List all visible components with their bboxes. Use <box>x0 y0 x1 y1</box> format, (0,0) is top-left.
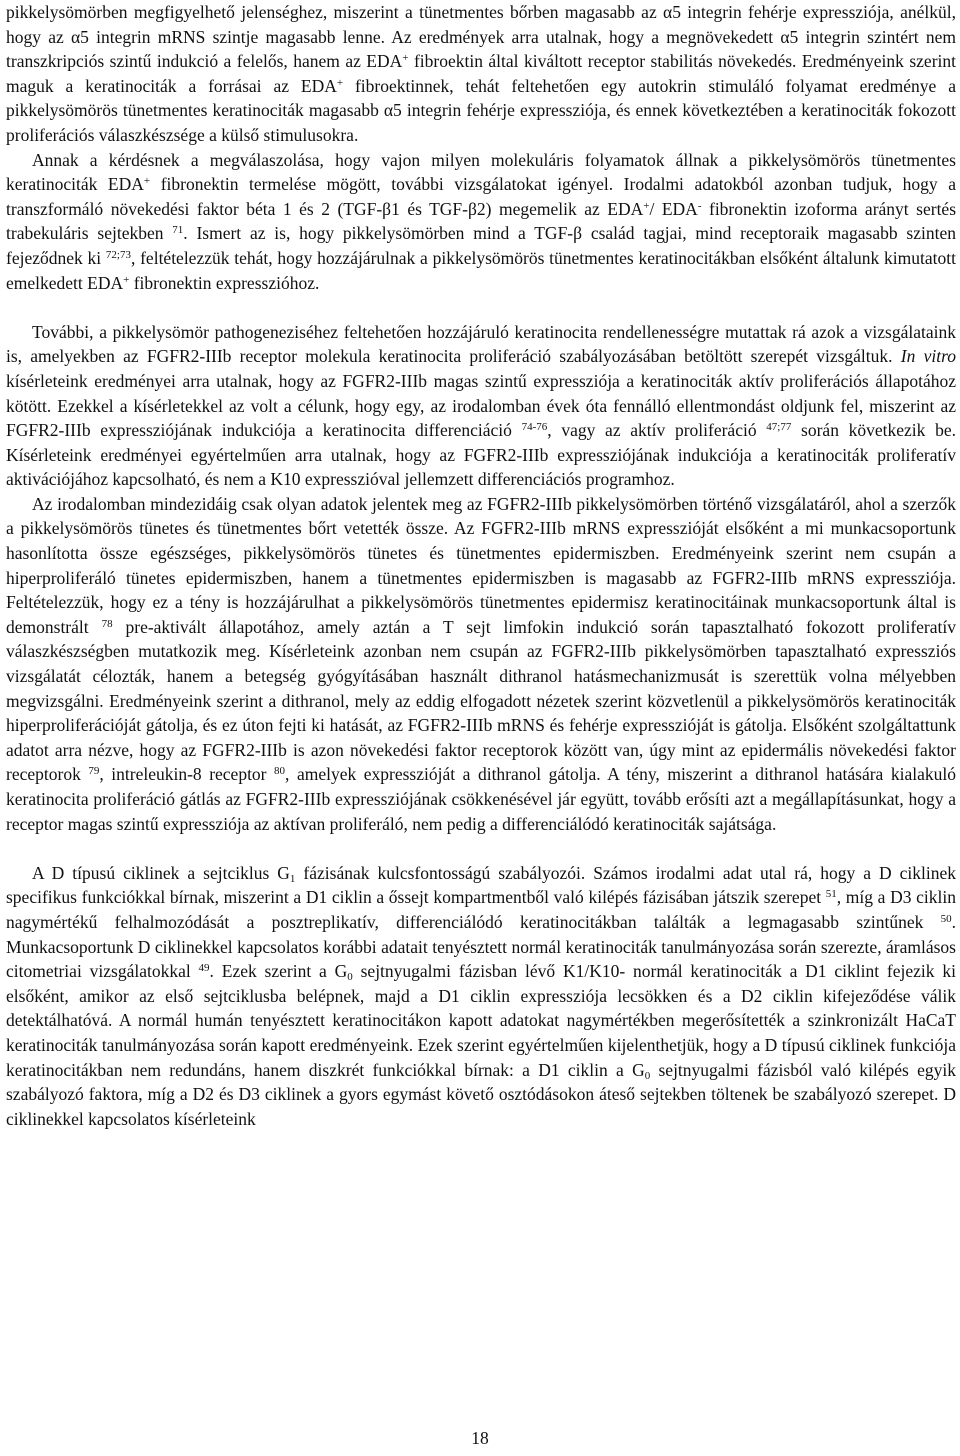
text-run: kísérleteink eredményei arra utalnak, hogy az FGFR2-IIIb magas szintű expressziója a keratinociták aktív proliferációs állapotához kötött. Ezekkel a kísérletekkel az volt a célunk, hogy egy, az irodalomban évek óta fennálló ellentmondást oldjunk fel, miszerint az FGFR2-IIIb expressziójának indukciója a keratinocita differenciáció <box>6 370 956 441</box>
citation-superscript: + <box>336 76 344 89</box>
text-run: A D típusú ciklinek a sejtciklus G <box>32 862 290 883</box>
citation-superscript: 74-76 <box>521 421 548 434</box>
paragraph-tgf-beta <box>6 148 956 296</box>
paragraph-d-cyclins <box>6 861 956 1132</box>
citation-superscript: + <box>123 273 130 286</box>
text-run: . Munkacsoportunk D ciklinekkel kapcsolatos korábbi adatait tenyésztett normál keratinociták tanulmányozása során szerezte, áramlásos citometriai vizsgálatokkal <box>6 911 956 982</box>
citation-superscript: + <box>143 175 151 188</box>
text-run: , míg a D3 ciklin nagymértékű felhalmozódását a posztreplikatív, differenciálódó keratinocitákban találták a legmagasabb szintűnek <box>6 887 957 932</box>
citation-superscript: 72;73 <box>105 248 131 261</box>
text-run: pre-aktivált állapotához, amely aztán a T sejt limfokin indukció során tapasztalható fokozott proliferatív válaszkészségben mutatkozik meg. Kísérleteink azonban nem csupán az FGFR2-IIIb pikkelysömörben tapasztalható expressziós vizsgálatát célozták, hanem a betegség gyógyításában használt dithranol hatásmechanizmusát is szerettük volna mélyebben megvizsgálni. Eredményeink szerint a dithranol, mely az eddig elfogadott nézetek szerint közvetlenül a pikkelysömörös keratinociták hiperproliferációját gátolja, és ez úton fejti ki hatását, az FGFR2-IIIb mRNS és fehérje expresszióját is gátolja. Elsőként szolgáltattunk adatot arra nézve, hogy az FGFR2-IIIb is azon növekedési faktor receptorok között van, úgy mint az epidermális növekedési faktor receptorok <box>6 616 956 785</box>
citation-superscript: 79 <box>88 765 100 778</box>
citation-superscript: + <box>402 52 409 65</box>
subscript: 0 <box>644 1069 651 1082</box>
citation-superscript: 47;77 <box>766 421 792 434</box>
document-page <box>6 0 956 1131</box>
text-run: fibronektin izoforma arányt sertés trabekuláris sejtekben <box>6 198 957 244</box>
italic-text: In vitro <box>900 346 956 367</box>
paragraph-spacer <box>6 836 956 861</box>
paragraph-fgfr2-intro <box>6 320 956 492</box>
text-run: . Ismert az is, hogy pikkelysömörben mind a TGF-β család tagjai, mind receptoraik magasabb szinten fejeződnek ki <box>6 223 956 268</box>
text-run: Az irodalomban mindezidáig csak olyan adatok jelentek meg az FGFR2-IIIb pikkelysömörben történő vizsgálatáról, ahol a szerzők a pikkelysömörös tünetes és tünetmentes bőrt vetették össze. Az FGFR2-IIIb mRNS expresszióját elsőként a mi munkacsoportunk hasonlította össze egészséges, pikkelysömörös tünetes és tünetmentes epidermiszben. Eredményeink szerint nem csupán a hiperproliferáló tünetes epidermiszben, hanem a tünetmentes epidermiszben is magasabb az FGFR2-IIIb mRNS expressziója. Feltételezzük, hogy ez a tény is hozzájárulhat a pikkelysömörös tünetmentes epidermisz keratinocitáinak munkacsoportunk által is demonstrált <box>6 493 956 637</box>
text-run: sejtnyugalmi fázisból való kilépés egyik szabályozó faktora, míg a D2 és D3 ciklinek a gyors egymást követő osztódásokon áteső sejtekben töltenek be szabályozó szerepet. D ciklinekkel kapcsolatos kísérleteink <box>6 1059 956 1129</box>
citation-superscript: 51 <box>825 888 837 901</box>
citation-superscript: 71 <box>172 224 184 237</box>
text-run: sejtnyugalmi fázisban lévő K1/K10- normál keratinociták a D1 ciklint fejezik ki elsőként, amikor az első sejtciklusba belépnek, majd a D1 ciklin expressziója lecsökken és a D2 ciklin kifejeződése válik detektálhatóvá. A normál humán tenyésztett keratinocitákon kapott adatokat nagymértékben megerősítették a szinkronizált HaCaT keratinociták tanulmányozása során kapott eredményeink. Ezek szerint egyértelműen kijelenthetjük, hogy a D típusú ciklinek funkciója keratinocitákban nem redundáns, hanem diszkrét funkciókkal bírnak: a D1 ciklin a G <box>6 961 956 1080</box>
subscript: 1 <box>289 872 296 885</box>
paragraph-alpha5-integrin <box>6 0 956 148</box>
text-run: , intreleukin-8 receptor <box>99 764 275 785</box>
text-run: fibroektinnek, tehát feltehetően egy autokrin stimuláló folyamat eredménye a pikkelysömörös tünetmentes keratinociták magasabb α5 integrin fehérje expressziója, és ennek következtében a keratinociták fokozott proliferációs válaszkészsége a külső stimulusokra. <box>6 75 956 145</box>
text-run: . Ezek szerint a G <box>209 961 348 982</box>
text-run: Annak a kérdésnek a megválaszolása, hogy vajon milyen molekuláris folyamatok állnak a pikkelysömörös tünetmentes keratinociták EDA <box>6 149 956 195</box>
subscript: 0 <box>347 971 353 984</box>
text-run: fázisának kulcsfontosságú szabályozói. Számos irodalmi adat utal rá, hogy a D ciklinek specifikus funkciókkal bírnak, miszerint a D1 ciklin a őssejt kompartmentből való kilépés fázisában játszik szerepet <box>6 862 956 908</box>
text-run: , vagy az aktív proliferáció <box>547 420 767 441</box>
text-run: fibronektin expresszióhoz. <box>129 272 320 293</box>
page-number: 18 <box>471 1428 489 1448</box>
citation-superscript: - <box>697 199 702 212</box>
text-run: során következik be. Kísérleteink eredményei egyértelműen arra utalnak, hogy az FGFR2-IIIb expressziójának indukciója a keratinociták proliferatív aktivációjához kapcsolható, és nem a K10 expresszióval jellemzett differenciációs programhoz. <box>6 420 957 490</box>
text-run: , amelyek expresszióját a dithranol gátolja. A tény, miszerint a dithranol hatására kialakuló keratinocita proliferáció gátlás az FGFR2-IIIb expressziójának csökkenésével jár együtt, tovább erősíti azt a megállapításunkat, hogy a receptor magas szintű expressziója az aktívan proliferáló, nem pedig a differenciálódó keratinociták sajátsága. <box>6 764 956 834</box>
text-run: fibronektin termelése mögött, további vizsgálatokat igényel. Irodalmi adatokból azonban tudjuk, hogy a transzformáló növekedési faktor béta 1 és 2 (TGF-β1 és TGF-β2) megemelik az EDA <box>6 174 957 219</box>
citation-superscript: 49 <box>198 962 210 975</box>
text-run: / EDA <box>649 198 698 219</box>
citation-superscript: 50 <box>940 912 952 925</box>
citation-superscript: 78 <box>101 617 113 630</box>
text-run: pikkelysömörben megfigyelhető jelenséghez, miszerint a tünetmentes bőrben magasabb az α5 integrin fehérje expressziója, anélkül, hogy az α5 integrin mRNS szintje magasabb lenne. Az eredmények arra utalnak, hogy a megnövekedett α5 integrin szintért nem transzkripciós szintű indukció a felelős, hanem az EDA <box>6 2 956 72</box>
text-run: , feltételezzük tehát, hogy hozzájárulnak a pikkelysömörös tünetmentes keratinocitákban elsőként általunk kimutatott emelkedett EDA <box>6 247 956 293</box>
paragraph-spacer <box>6 295 956 320</box>
text-run: fibroektin által kiváltott receptor stabilitás növekedés. Eredményeink szerint maguk a keratinociták a forrásai az EDA <box>6 51 956 96</box>
paragraph-fgfr2-dithranol <box>6 492 956 836</box>
citation-superscript: + <box>643 199 650 212</box>
text-run: További, a pikkelysömör pathogeneziséhez feltehetően hozzájáruló keratinocita rendellenességre mutattak rá azok a vizsgálataink is, amelyekben az FGFR2-IIIb receptor molekula keratinocita proliferáció szabályozásában betöltött szerepét vizsgáltuk. <box>6 321 956 367</box>
citation-superscript: 80 <box>274 765 286 778</box>
